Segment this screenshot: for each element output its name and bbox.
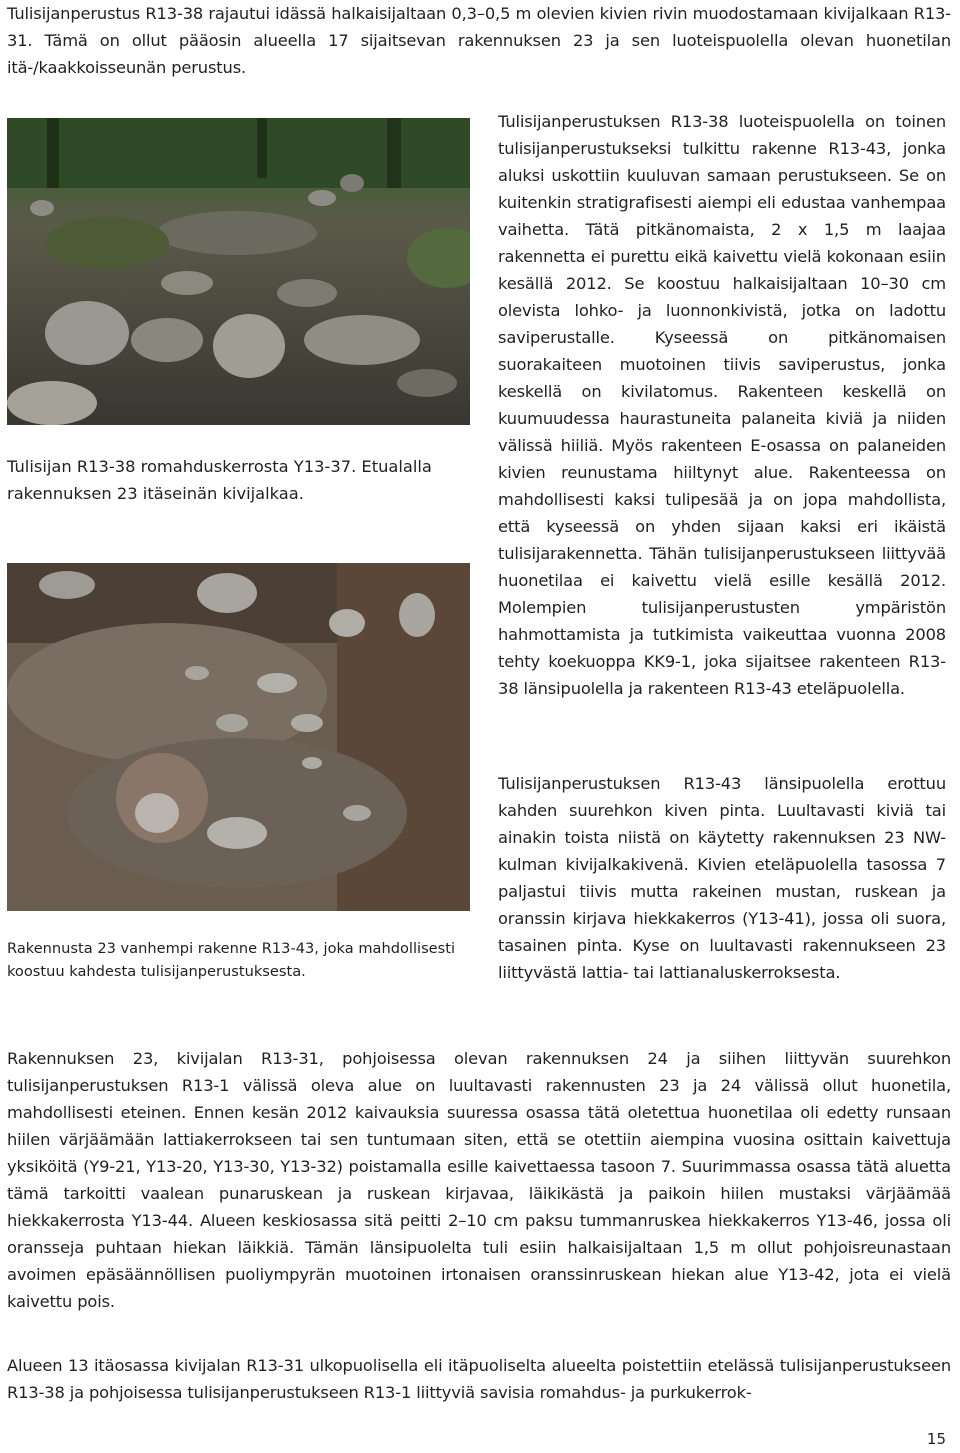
right-column-paragraph-1: Tulisijanperustuksen R13-38 luoteispuolella on toinen tulisijanperustukseksi tulkittu rakenne R13-43, jonka aluksi uskottiin kuuluvan samaan perustukseen. Se on kuitenkin stratigrafisesti aiempi eli edustaa vanhempaa vaihetta. Tätä pitkänomaista, 2 x 1,5 m laajaa rakennetta ei purettu eikä kaivettu vielä kokonaan esiin kesällä 2012. Se koostuu halkaisijaltaan 10–30 cm olevista lohko- ja luonnonkivistä, jotka on ladottu saviperustalle. Kyseessä on pitkänomaisen suorakaiteen muotoinen tiivis saviperustus, jonka keskellä on kivilatomus. Rakenteen keskellä on kuumuudessa haurastuneita palaneita kiviä ja niiden välissä hiiliä. Myös rakenteen E-osassa on palaneiden kivien reunustama hiiltynyt alue. Rakenteessa on mahdollisesti kaksi tulipesää ja on jopa mahdollista, että kyseessä on yhden sijaan kaksi eri ikäistä tulisijarakennetta. Tähän tulisijanperustukseen liittyvää huonetilaa ei kaivettu vielä esille kesällä 2012. Molempien tulisijanperustusten ympäristön hahmottamista ja tutkimista vaikeuttaa vuonna 2008 tehty koekuoppa KK9-1, joka sijaitsee rakenteen R13-38 länsipuolella ja rakenteen R13-43 eteläpuolella. [498,112,946,698]
body-paragraph-4: Alueen 13 itäosassa kivijalan R13-31 ulkopuolisella eli itäpuoliselta alueelta poistettiin etelässä tulisijanperustukseen R13-38 ja pohjoisessa tulisijanperustukseen R13-1 liittyviä savisia romahdus- ja purkukerrok- [7,1356,951,1402]
right-column-paragraph-2: Tulisijanperustuksen R13-43 länsipuolella erottuu kahden suurehkon kiven pinta. Luultavasti kiviä tai ainakin toista niistä on käytetty rakennuksen 23 NW-kulman kivijalkakivenä. Kivien eteläpuolella tasossa 7 paljastui tiivis mutta rakeinen mustan, ruskean ja oranssin kirjava hiekkakerros (Y13-41), jossa oli suora, tasainen pinta. Kyse on luultavasti rakennukseen 23 liittyvästä lattia- tai lattianaluskerroksesta. [498,774,946,982]
excavation-photo-1 [7,118,470,425]
page-number: 15 [926,1430,946,1448]
figure-2-caption: Rakennusta 23 vanhempi rakenne R13-43, joka mahdollisesti koostuu kahdesta tulisijanperustuksesta. [7,940,456,980]
figure-1-caption: Tulisijan R13-38 romahduskerrosta Y13-37. Etualalla rakennuksen 23 itäseinän kivijalkaa. [7,457,432,503]
intro-paragraph: Tulisijanperustus R13-38 rajautui idässä halkaisijaltaan 0,3–0,5 m olevien kivien rivin muodostamaan kivijalkaan R13-31. Tämä on ollut pääosin alueella 17 sijaitsevan rakennuksen 23 ja sen luoteispuolella olevan huonetilan itä-/kaakkoisseunän perustus. [7,4,951,77]
excavation-photo-2 [7,563,470,911]
body-paragraph-3: Rakennuksen 23, kivijalan R13-31, pohjoisessa olevan rakennuksen 24 ja siihen liittyvän suurehkon tulisijanperustuksen R13-1 välissä oleva alue on luultavasti rakennusten 23 ja 24 välissä ollut huonetila, mahdollisesti eteinen. Ennen kesän 2012 kaivauksia suuressa osassa tätä oletettua huonetilaa oli edetty runsaan hiilen värjäämään lattiakerrokseen tai sen tuntumaan siten, että se otettiin aiempina vuosina osittain kaivettuja yksiköitä (Y9-21, Y13-20, Y13-30, Y13-32) poistamalla esille kaivettaessa tasoon 7. Suurimmassa osassa tätä aluetta tämä tarkoitti vaalean punaruskean ja ruskean kirjavaa, läikikästä ja paikoin hiilen mustaksi värjäämää hiekkakerrosta Y13-44. Alueen keskiosassa sitä peitti 2–10 cm paksu tummanruskea hiekkakerros Y13-46, jossa oli oransseja puhtaan hiekan läikkiä. Tämän länsipuolelta tuli esiin halkaisijaltaan 1,5 m ollut pohjoisreunastaan avoimen epäsäännöllisen puoliympyrän muotoinen irtonaisen oranssinruskean hiekan alue Y13-42, jota ei vielä kaivettu pois. [7,1049,951,1311]
